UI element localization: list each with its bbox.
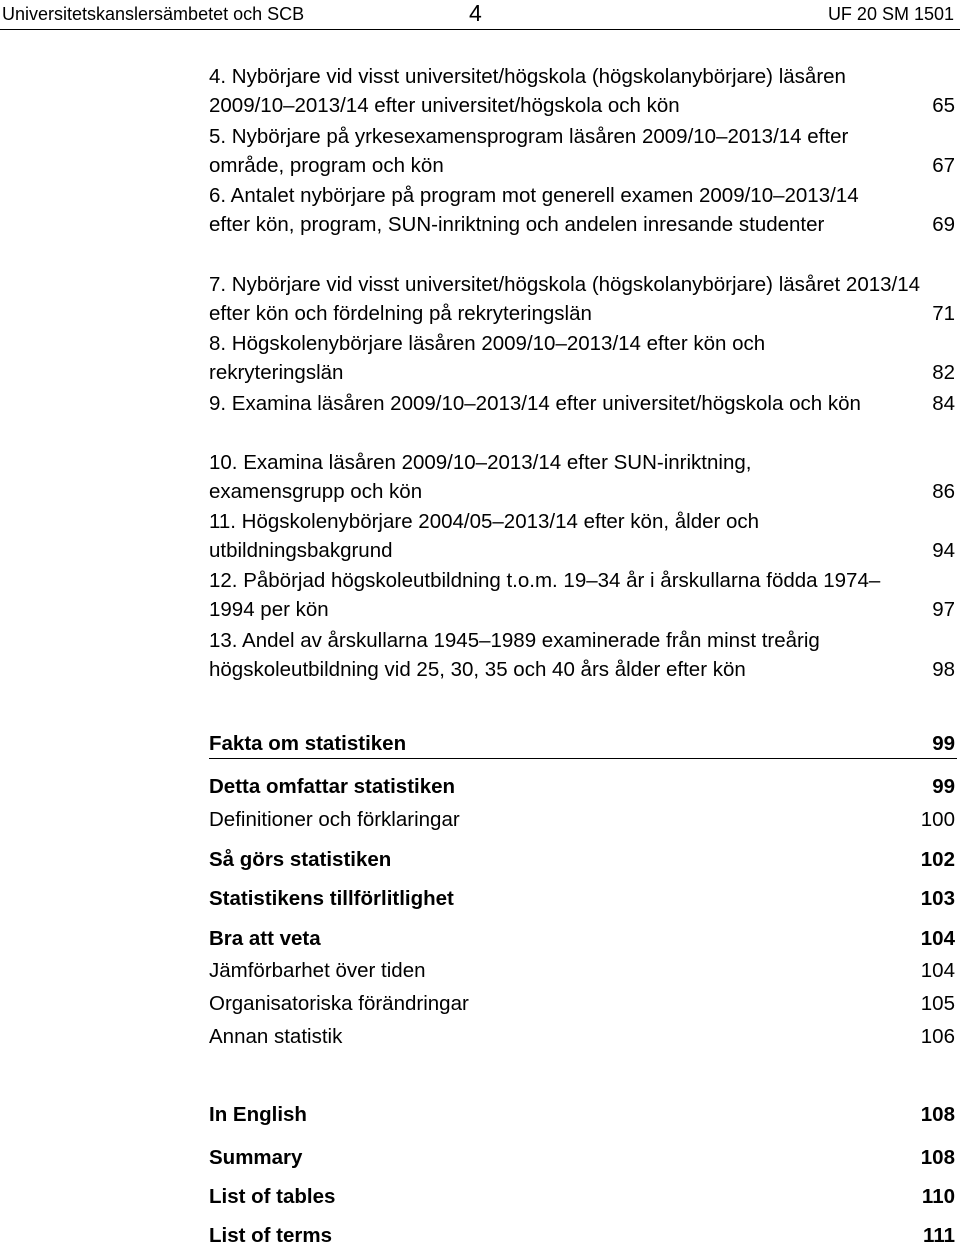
toc-entry-title: Bra att veta [209, 927, 321, 950]
toc-entry-page: 94 [932, 539, 955, 562]
toc-table-entry[interactable] [209, 448, 957, 506]
toc-entry-title: Fakta om statistiken [209, 732, 407, 755]
toc-entry-title: 11. Högskolenybörjare 2004/05–2013/14 efter kön, ålder och utbildningsbakgrund [209, 510, 760, 562]
toc-entry-page: 84 [932, 392, 955, 415]
toc-entry-page: 65 [932, 94, 955, 117]
toc-table-entry[interactable] [209, 566, 957, 624]
toc-entry-title: Detta omfattar statistiken [209, 775, 456, 798]
toc-entry-page: 111 [923, 1224, 955, 1247]
toc-entry-title: 4. Nybörjare vid visst universitet/högskola (högskolanybörjare) läsåren 2009/10–2013/14 efter universitet/högskola och kön [209, 65, 846, 117]
toc-entry-page: 98 [932, 658, 955, 681]
toc-entry-title: In English [209, 1103, 307, 1126]
toc-entry-title: 13. Andel av årskullarna 1945–1989 examinerade från minst treårig högskoleutbildning vid 25, 30, 35 och 40 års ålder efter kön [209, 629, 820, 681]
toc-english-entry[interactable] [209, 1100, 957, 1129]
toc-entry-title: 8. Högskolenybörjare läsåren 2009/10–2013/14 efter kön och rekryteringslän [209, 332, 766, 384]
toc-entry-page: 106 [920, 1025, 955, 1048]
toc-facts-entry[interactable] [209, 845, 957, 874]
toc-entry-page: 102 [920, 848, 955, 871]
toc-facts-entry[interactable] [209, 1022, 957, 1051]
toc-table-entry[interactable] [209, 329, 957, 387]
toc-facts-entry[interactable] [209, 729, 957, 759]
toc-entry-page: 108 [920, 1103, 955, 1126]
toc-entry-title: Summary [209, 1146, 303, 1169]
toc-english-entry[interactable] [209, 1221, 957, 1250]
toc-entry-title: List of tables [209, 1185, 336, 1208]
toc-entry-page: 86 [932, 480, 955, 503]
toc-entry-title: 6. Antalet nybörjare på program mot generell examen 2009/10–2013/14 efter kön, program, SUN-inriktning och andelen inresande studenter [209, 184, 859, 236]
toc-facts-entry[interactable] [209, 884, 957, 913]
report-code: UF 20 SM 1501 [827, 4, 954, 24]
toc-entry-page: 69 [932, 213, 955, 236]
toc-table-entry[interactable] [209, 626, 957, 684]
toc-entry-page: 110 [921, 1185, 955, 1208]
toc-english-entry[interactable] [209, 1143, 957, 1172]
toc-entry-title: Annan statistik [209, 1025, 343, 1048]
toc-table-entry[interactable] [209, 181, 957, 239]
toc-facts-entry[interactable] [209, 772, 957, 801]
toc-entry-page: 105 [920, 992, 955, 1015]
toc-entry-title: Organisatoriska förändringar [209, 992, 469, 1015]
toc-table-entry[interactable] [209, 389, 957, 418]
toc-facts-entry[interactable] [209, 805, 957, 834]
toc-facts-entry[interactable] [209, 956, 957, 985]
toc-entry-page: 103 [920, 887, 955, 910]
publisher-label: Universitetskanslersämbetet och SCB [2, 4, 305, 24]
toc-facts-entry[interactable] [209, 989, 957, 1018]
toc-entry-title: 7. Nybörjare vid visst universitet/högskola (högskolanybörjare) läsåret 2013/14 efter kön och fördelning på rekryteringslän [209, 273, 921, 325]
toc-entry-title: Statistikens tillförlitlighet [209, 887, 454, 910]
toc-entry-page: 100 [920, 808, 955, 831]
toc-table-entry[interactable] [209, 122, 957, 180]
toc-entry-page: 71 [932, 302, 955, 325]
toc-facts-entry[interactable] [209, 924, 957, 953]
toc-table-entry[interactable] [209, 507, 957, 565]
toc-entry-title: Definitioner och förklaringar [209, 808, 460, 831]
toc-entry-page: 99 [932, 775, 955, 798]
toc-entry-title: List of terms [209, 1224, 333, 1247]
toc-entry-title: Så görs statistiken [209, 848, 392, 871]
toc-entry-page: 104 [920, 927, 955, 950]
toc-english-entry[interactable] [209, 1182, 957, 1211]
toc-table-entry[interactable] [209, 62, 957, 120]
toc-entry-title: Jämförbarhet över tiden [209, 959, 426, 982]
toc-entry-title: 9. Examina läsåren 2009/10–2013/14 efter universitet/högskola och kön [209, 392, 861, 415]
toc-entry-page: 82 [932, 361, 955, 384]
toc-entry-page: 108 [920, 1146, 955, 1169]
toc-entry-title: 10. Examina läsåren 2009/10–2013/14 efter SUN-inriktning, examensgrupp och kön [209, 451, 752, 503]
toc-entry-title: 5. Nybörjare på yrkesexamensprogram läsåren 2009/10–2013/14 efter område, program och kön [209, 125, 849, 177]
toc-entry-page: 104 [920, 959, 955, 982]
toc-entry-title: 12. Påbörjad högskoleutbildning t.o.m. 19–34 år i årskullarna födda 1974–1994 per kön [209, 569, 881, 621]
toc-entry-page: 97 [932, 598, 955, 621]
page-number: 4 [469, 0, 482, 26]
toc-table-entry[interactable] [209, 270, 957, 328]
toc-entry-page: 67 [932, 154, 955, 177]
toc-entry-page: 99 [932, 732, 955, 755]
